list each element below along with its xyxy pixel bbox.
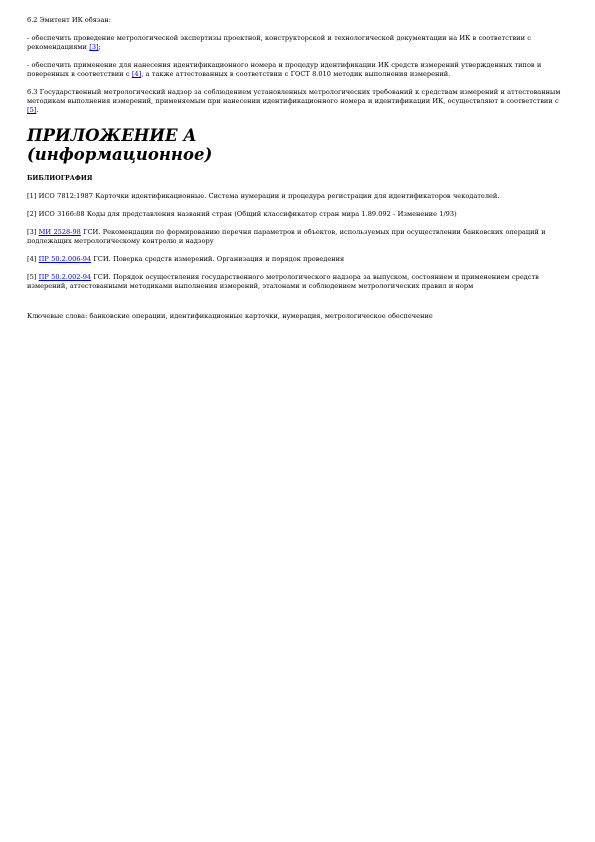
item-2-text: - обеспечить применение для нанесения идентификационного номера и процедур идентификации ИК средств измерений утвержденных типов и поверенных в соответствии с (27, 61, 542, 78)
bibliography-list (27, 192, 567, 291)
bibliography-item-number: [5] (27, 273, 37, 281)
bibliography-item-number: [3] (27, 228, 37, 236)
bibliography-item-text: ИСО 7812:1987 Карточки идентификационные. Система нумерации и процедура регистрации для идентификаторов чекодателей. (38, 192, 500, 200)
keywords: Ключевые слова: банковские операции, идентификационные карточки, нумерация, метрологическое обеспечение (27, 312, 433, 320)
item-1-text: - обеспечить проведение метрологической экспертизы проектной, конструкторской и технологической документации на ИК в соответствии с рекомендациями (27, 34, 531, 51)
section-6-3-text: 6.3 Государственный метрологический надзор за соблюдением установленных метрологических требований к средствам измерений и аттестованным методикам выполнения измерений, применяемым при нанесении идентификационного номера и идентификации ИК, осуществляют в соответствии с (27, 88, 561, 105)
bibliography-item (27, 273, 567, 291)
bibliography-item (27, 192, 567, 201)
bibliography-item-link[interactable]: ПР 50.2.002-94 (38, 273, 92, 281)
bibliography-item-number: [2] (27, 210, 37, 218)
bibliography-item-text: ГСИ. Рекомендации по формированию перечня параметров и объектов, используемых при осуществлении банковских операций и подлежащих метрологическому контролю и надзору (27, 228, 546, 245)
item-2-tail: , а также аттестованных в соответствии с ГОСТ 8.010 методик выполнения измерений. (141, 70, 451, 78)
bibliography-item-number: [1] (27, 192, 37, 200)
bibliography-item-number: [4] (27, 255, 37, 263)
ref-4-link[interactable]: [4] (131, 70, 142, 78)
appendix-title-line-2: (информационное) (27, 145, 213, 164)
appendix-title-line-1: ПРИЛОЖЕНИЕ А (27, 126, 197, 145)
section-6-2-item-1 (27, 34, 567, 52)
bibliography-item-text: ГСИ. Порядок осуществления государственного метрологического надзора за выпуском, состоянием и применением средств измерений, аттестованными методиками выполнения измерений, эталонами и соблюдением метрологических правил и норм (27, 273, 539, 290)
bibliography-item (27, 228, 567, 246)
section-6-3 (27, 88, 567, 115)
document-page (27, 16, 567, 321)
bibliography-item-link[interactable]: ПР 50.2.006-94 (38, 255, 92, 263)
ref-3-link[interactable]: [3] (89, 43, 99, 51)
section-6-2-item-2 (27, 61, 567, 79)
appendix-title (27, 126, 567, 164)
item-1-tail: ; (98, 43, 101, 51)
ref-5-link[interactable]: [5] (27, 106, 37, 114)
bibliography-item-text: ИСО 3166:88 Коды для представления названий стран (Общий классификатор стран мира 1.89.092 - Изменение 1/93) (38, 210, 457, 218)
bibliography-item (27, 255, 567, 264)
section-6-3-tail: . (36, 106, 39, 114)
bibliography-item-link[interactable]: МИ 2528-98 (38, 228, 81, 236)
section-6-2-heading: 6.2 Эмитент ИК обязан: (27, 16, 112, 24)
bibliography-heading: БИБЛИОГРАФИЯ (27, 175, 93, 182)
bibliography-item (27, 210, 567, 219)
bibliography-item-text: ГСИ. Поверка средств измерений. Организация и порядок проведения (91, 255, 345, 263)
